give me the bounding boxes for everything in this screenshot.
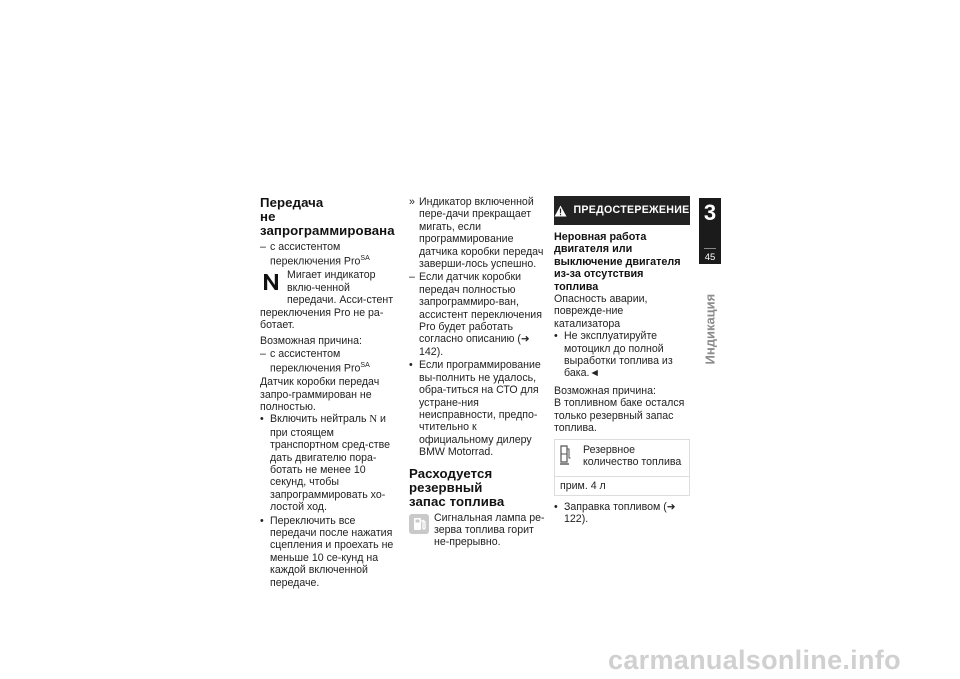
chapter-tab	[699, 198, 721, 264]
end-mark-icon: ◄	[589, 367, 600, 380]
chapter-number: 3	[703, 200, 717, 225]
column-2	[409, 196, 545, 549]
fuel-lamp-block: Сигнальная лампа ре-зерва топлива горит не-прерывно.	[409, 512, 545, 549]
danger-text: Опасность аварии, поврежде-ние катализатора	[554, 293, 648, 330]
dash-item: – с ассистентом переключения Pro$^{SA}$	[260, 241, 370, 268]
page-ref-link[interactable]: 122	[564, 513, 582, 526]
watermark: carmanualsonline.info	[608, 645, 901, 675]
bullet-item: • Включить нейтраль N и при стоящем транспортном сред-стве дать двигателю пора-ботать не менее 10 секунд, чтобы запрограммировать хо-лостой ход.	[260, 413, 390, 514]
page-ref-arrow-icon[interactable]: ➜	[666, 500, 676, 513]
page-number: 45	[704, 252, 716, 263]
divider	[704, 248, 716, 249]
dash-item: – Если датчик коробки передач полностью запрограммиро-ван, ассистент переключения Pro будет работать согласно описанию (➜ 142).	[409, 271, 542, 358]
warning-banner: ПРЕДОСТЕРЕЖЕНИЕ	[554, 196, 690, 225]
fuel-pump-icon	[409, 514, 429, 537]
chapter-title: Индикация	[702, 293, 718, 365]
column-3	[554, 196, 690, 527]
cause-label: Возможная причина:	[554, 384, 656, 397]
column-1	[260, 196, 396, 590]
cause-label: Возможная причина:	[260, 335, 362, 348]
sensor-text: Датчик коробки передач запро-граммирован не полностью.	[260, 376, 380, 413]
warning-heading: Неровная работа двигателя или выключение двигателя из-за отсутствия топлива	[554, 231, 681, 293]
gear-indicator-n-icon	[260, 271, 282, 296]
section-heading-gear-not-programmed: Передача не запрограммирована	[260, 195, 395, 238]
warning-triangle-icon	[554, 205, 567, 217]
dash-item: – с ассистентом переключения Pro$^{SA}$	[260, 347, 370, 375]
fuel-gauge-icon	[559, 444, 577, 474]
bullet-item: • Переключить все передачи после нажатия сцепления и проехать не меньше 10 се-кунд на каждой включенной передаче.	[260, 514, 394, 589]
gear-indicator-block: Мигает индикатор вклю-ченной передачи. Асси-стент переключения Pro не ра-ботает.	[260, 269, 394, 331]
cause-text: В топливном баке остался только резервный запас топлива.	[554, 397, 685, 435]
bullet-item: • Если программирование вы-полнить не удалось, обра-титься на СТО для устране-ния неисправности, предпо-чтительно к официальному дилеру BMW Motorrad.	[409, 359, 541, 459]
spec-value: прим. 4 л	[555, 476, 689, 495]
bullet-item: • Не эксплуатируйте мотоцикл до полной выработки топлива из бака.◄	[554, 330, 673, 380]
bullet-item: • Заправка топливом (➜ 122).	[554, 500, 676, 526]
page-ref-link[interactable]: 142	[419, 345, 437, 358]
page-ref-arrow-icon[interactable]: ➜	[520, 333, 530, 346]
section-heading-fuel-reserve: Расходуется резервный запас топлива	[409, 465, 505, 509]
spec-table: Резервное количество топлива прим. 4 л	[554, 439, 690, 496]
result-item: » Индикатор включенной пере-дачи прекращает мигать, если программирование датчика коробки передач заверши-лось успешно.	[409, 196, 544, 271]
